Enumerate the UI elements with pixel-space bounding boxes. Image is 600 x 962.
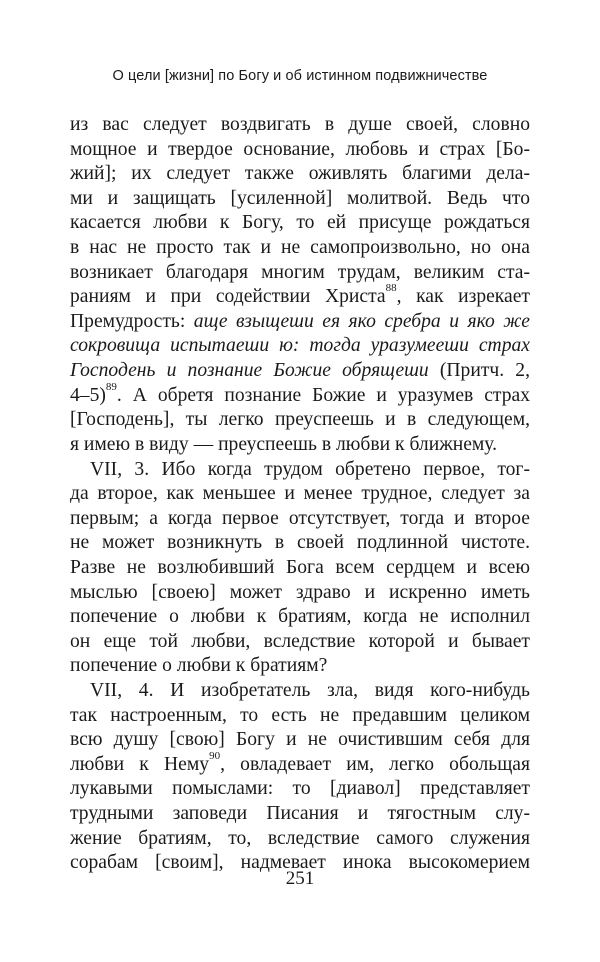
text-segment: любви к Нему: [70, 753, 210, 775]
text-line: попечение о любви к братиям?: [70, 655, 328, 677]
text-line: [70, 749, 530, 778]
text-line: трудными заповеди Писания и тягостным слу-: [70, 803, 530, 825]
scripture-quote: Господень и познание Божие обрящеши: [70, 360, 429, 382]
text-line: ми и защищать [усиленной] молитвой. Ведь что: [70, 187, 530, 209]
text-line: первым; а когда первое отсутствует, тогда и второе: [70, 507, 530, 529]
paragraph-start-vii-4: VII, 4. И изобретатель зла, видя кого-нибудь: [90, 680, 530, 702]
text-segment: . А обретя познание Божие и уразумев страх: [116, 384, 530, 406]
text-line: возникает благодаря многим трудам, великим ста-: [70, 261, 530, 283]
footnote-ref-89: 89: [105, 380, 117, 393]
text-line: жий]; их следует также оживлять благими дела-: [70, 163, 530, 185]
text-line: [70, 380, 530, 409]
text-line: попечение о любви к братиям, когда не исполнил: [70, 606, 530, 628]
text-line: в нас не просто так и не самопроизвольно, но она: [70, 237, 530, 259]
scripture-quote: аще взыщеши ея яко сребра и яко же: [193, 310, 530, 332]
text-segment: , как изрекает: [396, 286, 530, 308]
text-line: [70, 359, 530, 384]
text-line: [Господень], ты легко преуспеешь и в следующем,: [70, 409, 530, 431]
text-line: да второе, как меньшее и менее трудное, следует за: [70, 483, 530, 505]
text-line: не может возникнуть в своей подлинной чистоте.: [70, 532, 530, 554]
footnote-ref-88: 88: [385, 282, 397, 295]
text-line: лукавыми помыслами: то [диавол] представляет: [70, 778, 530, 800]
text-line: сорабам [своим], надмевает инока высокомерием: [70, 852, 530, 874]
text-line: так настроенным, то есть не предавшим целиком: [70, 704, 530, 726]
paragraph-start-vii-3: VII, 3. Ибо когда трудом обретено первое, тог-: [90, 458, 530, 480]
text-line: из вас следует воздвигать в душе своей, словно: [70, 114, 530, 135]
text-segment: Премудрость:: [70, 310, 194, 332]
text-line: мощное и твердое основание, любовь и страх [Бо-: [70, 138, 530, 160]
text-line: я имею в виду — преуспеешь в любви к ближнему.: [70, 433, 498, 455]
text-line: [70, 334, 530, 359]
text-line: Разве не возлюбивший Бога всем сердцем и всею: [70, 556, 530, 578]
text-line: жение братиям, то, вследствие самого служения: [70, 827, 530, 849]
text-line: [70, 282, 530, 310]
text-segment: , овладевает им, легко обольщая: [220, 753, 530, 775]
text-line: [70, 310, 530, 335]
text-line: мыслью [своею] может здраво и искренно иметь: [70, 581, 530, 603]
text-line: касается любви к Богу, то ей присуще рождаться: [70, 212, 530, 234]
text-line: всю душу [свою] Богу и не очистившим себя для: [70, 729, 530, 751]
running-header: О цели [жизни] по Богу и об истинном подвижничестве: [112, 68, 488, 84]
page-number: 251: [285, 868, 315, 889]
text-segment: раниям и при содействии Христа: [70, 286, 386, 308]
body-text: [70, 113, 530, 876]
text-line: он еще той любви, вследствие которой и бывает: [70, 630, 530, 652]
scripture-quote: сокровища испытаеши ю: тогда уразумееши страх: [70, 335, 530, 357]
footnote-ref-90: 90: [209, 749, 221, 762]
scripture-reference: (Притч. 2,: [428, 360, 530, 382]
scripture-reference: 4–5): [70, 384, 106, 406]
